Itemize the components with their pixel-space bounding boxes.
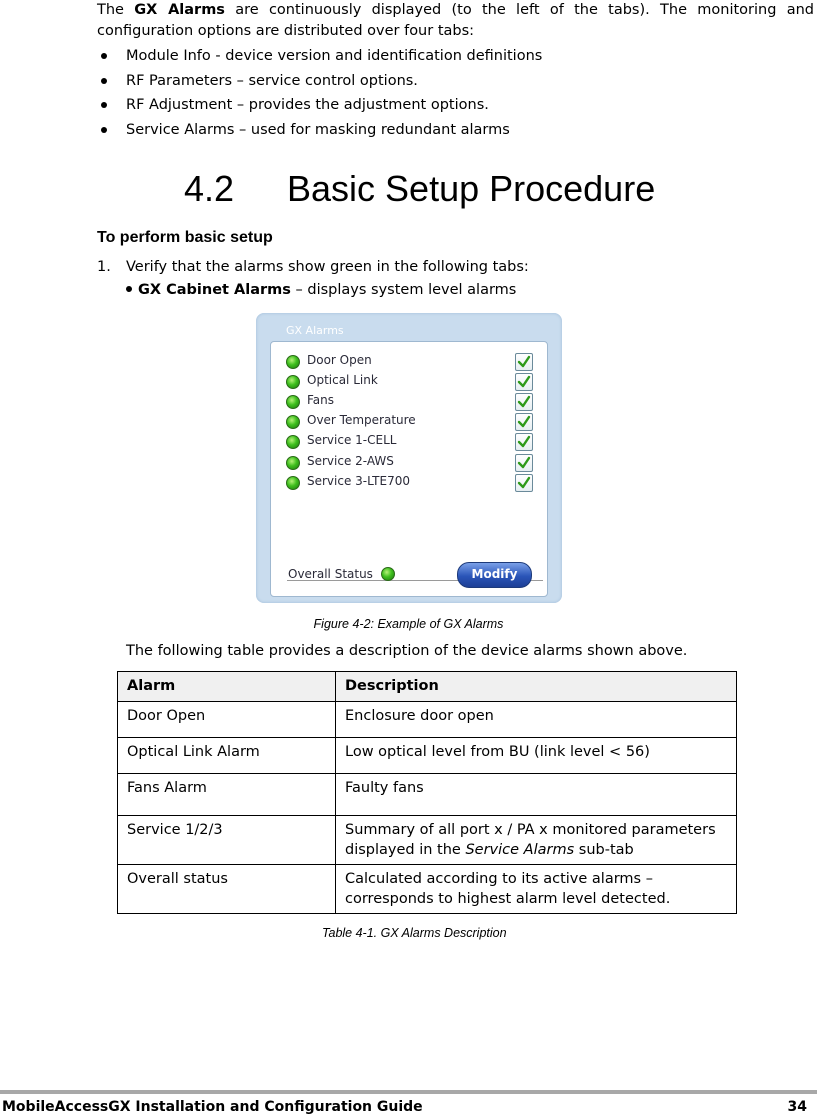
status-led-icon bbox=[286, 476, 300, 490]
gx-alarms-panel-title: GX Alarms bbox=[286, 324, 344, 337]
alarm-row-service-3 bbox=[286, 473, 536, 493]
alarm-row-fans bbox=[286, 392, 536, 412]
footer-guide-title: MobileAccessGX Installation and Configuration Guide bbox=[2, 1099, 423, 1115]
alarm-label: Door Open bbox=[307, 353, 372, 367]
status-led-icon bbox=[286, 355, 300, 369]
description-cell: Enclosure door open bbox=[336, 702, 737, 738]
checkmark-icon bbox=[517, 476, 531, 490]
alarm-mask-checkbox[interactable] bbox=[515, 454, 533, 472]
section-number: 4.2 bbox=[184, 168, 235, 209]
service-alarms-tab-reference: Service Alarms bbox=[465, 842, 575, 858]
alarm-label: Fans bbox=[307, 393, 335, 407]
alarm-label: Over Temperature bbox=[307, 413, 416, 427]
intro-text-start: The bbox=[97, 2, 135, 18]
alarm-cell: Fans Alarm bbox=[118, 774, 336, 816]
gx-alarms-panel bbox=[256, 313, 562, 603]
list-item: Module Info - device version and identification definitions bbox=[97, 44, 542, 69]
checkmark-icon bbox=[517, 375, 531, 389]
alarms-description-table bbox=[117, 671, 737, 914]
table-row bbox=[118, 738, 737, 774]
overall-status-led-icon bbox=[381, 567, 395, 581]
table-header-row bbox=[118, 672, 737, 702]
column-header-alarm: Alarm bbox=[118, 672, 336, 702]
table-caption: Table 4-1. GX Alarms Description bbox=[322, 926, 507, 940]
alarm-label: Service 2-AWS bbox=[307, 454, 394, 468]
alarm-row-service-2 bbox=[286, 453, 536, 473]
intro-paragraph bbox=[97, 0, 814, 42]
alarm-row-over-temperature bbox=[286, 412, 536, 432]
alarm-cell: Door Open bbox=[118, 702, 336, 738]
checkmark-icon bbox=[517, 415, 531, 429]
alarm-mask-checkbox[interactable] bbox=[515, 353, 533, 371]
description-cell bbox=[336, 816, 737, 865]
step-number: 1. bbox=[97, 259, 111, 275]
page-number: 34 bbox=[787, 1099, 807, 1115]
description-text: Summary of all port x / PA x monitored parameters displayed in the bbox=[345, 822, 716, 858]
modify-button[interactable]: Modify bbox=[457, 562, 532, 588]
table-row bbox=[118, 865, 737, 914]
overall-status-label: Overall Status bbox=[288, 567, 373, 581]
section-title: Basic Setup Procedure bbox=[287, 168, 656, 209]
sub-bullet-cabinet-alarms bbox=[126, 282, 516, 298]
description-cell: Low optical level from BU (link level < 56) bbox=[336, 738, 737, 774]
table-intro-text: The following table provides a description of the device alarms shown above. bbox=[126, 643, 688, 659]
alarm-row-service-1 bbox=[286, 432, 536, 452]
footer-divider bbox=[0, 1090, 817, 1094]
sub-bullet-bold: GX Cabinet Alarms bbox=[138, 282, 291, 298]
alarm-mask-checkbox[interactable] bbox=[515, 393, 533, 411]
checkmark-icon bbox=[517, 395, 531, 409]
table-row bbox=[118, 816, 737, 865]
status-led-icon bbox=[286, 456, 300, 470]
alarm-label: Service 3-LTE700 bbox=[307, 474, 410, 488]
status-led-icon bbox=[286, 435, 300, 449]
alarm-mask-checkbox[interactable] bbox=[515, 433, 533, 451]
bullet-dot bbox=[126, 286, 132, 292]
alarm-row-optical-link bbox=[286, 372, 536, 392]
table-row bbox=[118, 774, 737, 816]
alarm-cell: Optical Link Alarm bbox=[118, 738, 336, 774]
alarm-mask-checkbox[interactable] bbox=[515, 474, 533, 492]
alarm-mask-checkbox[interactable] bbox=[515, 413, 533, 431]
alarm-label: Optical Link bbox=[307, 373, 378, 387]
checkmark-icon bbox=[517, 456, 531, 470]
figure-caption: Figure 4-2: Example of GX Alarms bbox=[313, 617, 504, 631]
sub-bullet-text: – displays system level alarms bbox=[290, 282, 517, 298]
list-item: Service Alarms – used for masking redundant alarms bbox=[97, 118, 542, 143]
procedure-heading: To perform basic setup bbox=[97, 229, 273, 246]
status-led-icon bbox=[286, 415, 300, 429]
alarm-cell: Service 1/2/3 bbox=[118, 816, 336, 865]
alarm-mask-checkbox[interactable] bbox=[515, 373, 533, 391]
description-cell: Calculated according to its active alarms – corresponds to highest alarm level detected. bbox=[336, 865, 737, 914]
alarm-row-door-open bbox=[286, 352, 536, 372]
column-header-description: Description bbox=[336, 672, 737, 702]
gx-alarms-list-box bbox=[270, 341, 548, 597]
alarm-label: Service 1-CELL bbox=[307, 433, 397, 447]
status-led-icon bbox=[286, 375, 300, 389]
checkmark-icon bbox=[517, 435, 531, 449]
table-row bbox=[118, 702, 737, 738]
intro-bold-gx-alarms: GX Alarms bbox=[134, 2, 225, 18]
list-item: RF Parameters – service control options. bbox=[97, 69, 542, 94]
checkmark-icon bbox=[517, 355, 531, 369]
description-cell: Faulty fans bbox=[336, 774, 737, 816]
tabs-bullet-list bbox=[97, 44, 542, 142]
alarm-cell: Overall status bbox=[118, 865, 336, 914]
intro-text-end: are continuously displayed (to the left of the tabs). The monitoring and configuration options are distributed over four tabs: bbox=[97, 2, 815, 39]
list-item: RF Adjustment – provides the adjustment options. bbox=[97, 93, 542, 118]
step-text: Verify that the alarms show green in the following tabs: bbox=[126, 259, 529, 275]
description-text: sub-tab bbox=[574, 842, 634, 858]
status-led-icon bbox=[286, 395, 300, 409]
